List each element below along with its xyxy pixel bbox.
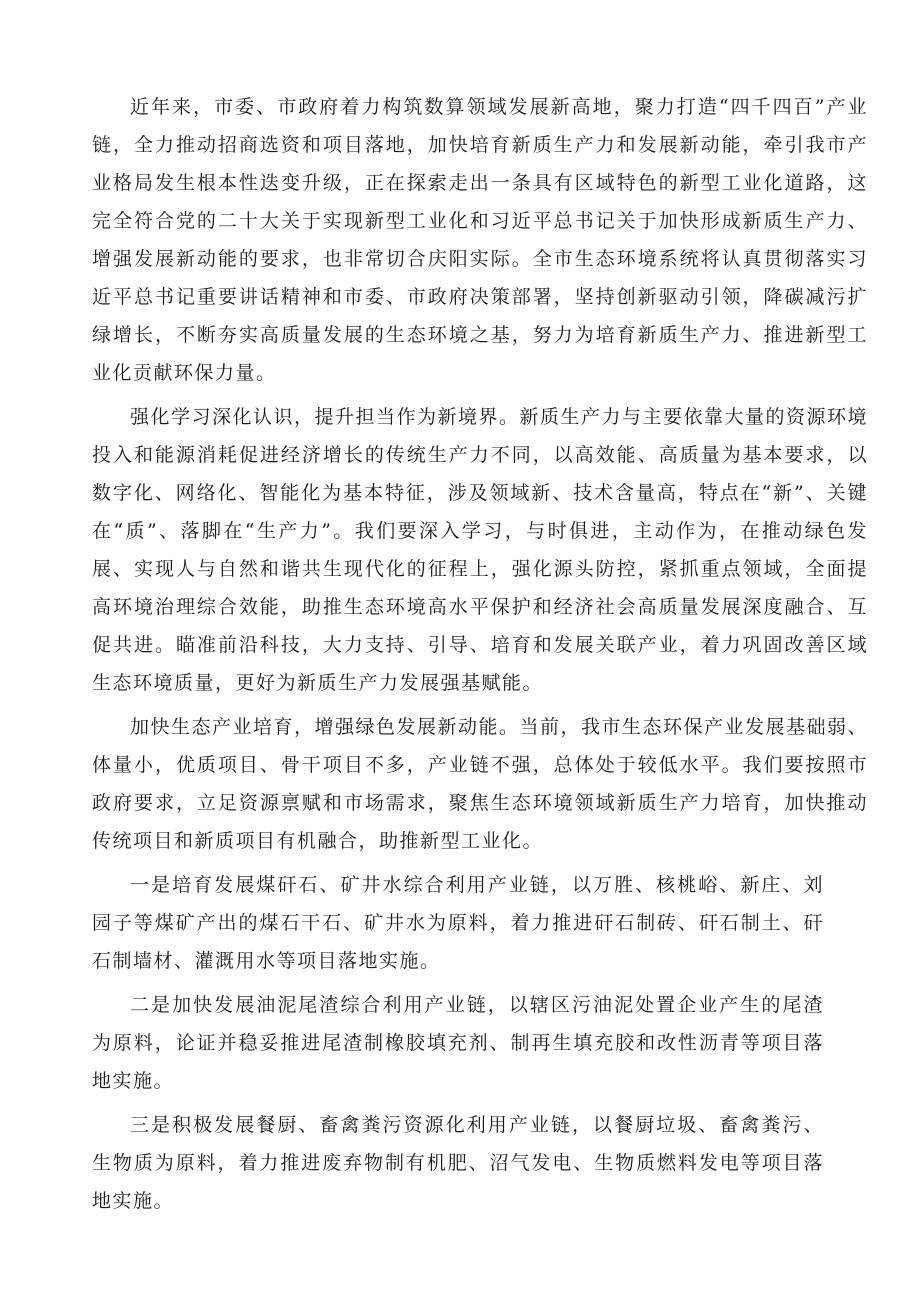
- paragraph-point-one: 一是培育发展煤矸石、矿井水综合利用产业链，以万胜、核桃峪、新庄、刘园子等煤矿产出的煤石干石、矿井水为原料，着力推进矸石制砖、矸石制土、矸石制墙材、灌溉用水等项目落地实施。: [92, 874, 824, 972]
- document-body: [92, 88, 868, 1226]
- paragraph-industry: 加快生态产业培育，增强绿色发展新动能。当前，我市生态环保产业发展基础弱、体量小，优质项目、骨干项目不多，产业链不强，总体处于较低水平。我们要按照市政府要求，立足资源禀赋和市场需求，聚焦生态环境领域新质生产力培育，加快推动传统项目和新质项目有机融合，助推新型工业化。: [92, 716, 869, 852]
- paragraph-intro: 近年来，市委、市政府着力构筑数算领域发展新高地，聚力打造“四千四百”产业链，全力推动招商选资和项目落地，加快培育新质生产力和发展新动能，牵引我市产业格局发生根本性迭变升级，正在探索走出一条具有区域特色的新型工业化道路，这完全符合党的二十大关于实现新型工业化和习近平总书记关于加快形成新质生产力、增强发展新动能的要求，也非常切合庆阳实际。全市生态环境系统将认真贯彻落实习近平总书记重要讲话精神和市委、市政府决策部署，坚持创新驱动引领，降碳减污扩绿增长，不断夯实高质量发展的生态环境之基，努力为培育新质生产力、推进新型工业化贡献环保力量。: [92, 96, 868, 384]
- paragraph-point-two: 二是加快发展油泥尾渣综合利用产业链，以辖区污油泥处置企业产生的尾渣为原料，论证并稳妥推进尾渣制橡胶填充剂、制再生填充胶和改性沥青等项目落地实施。: [92, 994, 824, 1092]
- paragraph-point-three: 三是积极发展餐厨、畜禽粪污资源化利用产业链，以餐厨垃圾、畜禽粪污、生物质为原料，着力推进废弃物制有机肥、沼气发电、生物质燃料发电等项目落地实施。: [92, 1114, 824, 1212]
- paragraph-study: 强化学习深化认识，提升担当作为新境界。新质生产力与主要依靠大量的资源环境投入和能源消耗促进经济增长的传统生产力不同，以高效能、高质量为基本要求，以数字化、网络化、智能化为基本特征，涉及领域新、技术含量高，特点在“新”、关键在“质”、落脚在“生产力”。我们要深入学习，与时俱进，主动作为，在推动绿色发展、实现人与自然和谐共生现代化的征程上，强化源头防控，紧抓重点领域，全面提高环境治理综合效能，助推生态环境高水平保护和经济社会高质量发展深度融合、互促共进。瞄准前沿科技，大力支持、引导、培育和发展关联产业，着力巩固改善区域生态环境质量，更好为新质生产力发展强基赋能。: [92, 406, 869, 694]
